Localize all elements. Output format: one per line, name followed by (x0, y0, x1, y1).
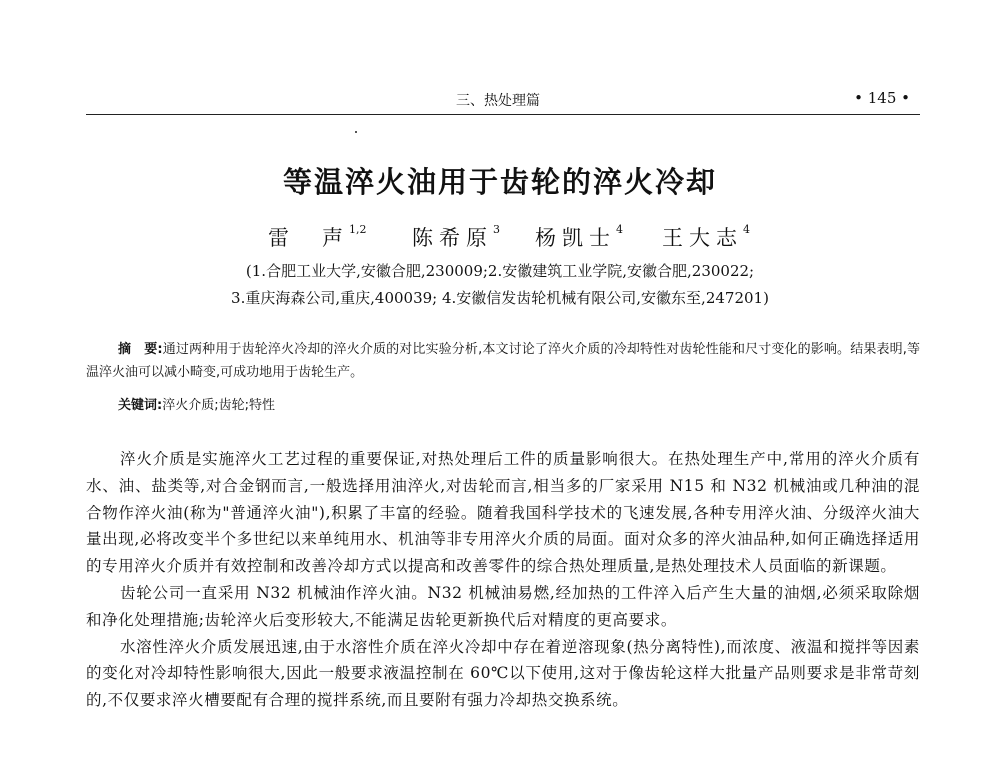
paragraph-1: 淬火介质是实施淬火工艺过程的重要保证,对热处理后工件的质量影响很大。在热处理生产中,常用的淬火介质有水、油、盐类等,对合金钢而言,一般选择用油淬火,对齿轮而言,相当多的厂家采用 N15 和 N32 机械油或几种油的混合物作淬火油(称为"普通淬火油"),积累了丰富的经验。随着我国科学技术的飞速发展,各种专用淬火油、分级淬火油大量出现,必将改变半个多世纪以来单纯用水、机油等非专用淬火介质的局面。面对众多的淬火油品种,如何正确选择适用的专用淬火介质并有效控制和改善冷却方式以提高和改善零件的综合热处理质量,是热处理技术人员面临的新课题。 (86, 450, 920, 576)
affiliation-line-2: 3.重庆海森公司,重庆,400039; 4.安徽信发齿轮机械有限公司,安徽东至,247201) (231, 289, 769, 307)
author-1 (268, 222, 367, 252)
running-head (86, 90, 920, 115)
author-line (0, 222, 1000, 252)
page-number: • 145 • (854, 89, 910, 107)
affiliation-line-1: (1.合肥工业大学,安徽合肥,230009;2.安徽建筑工业学院,安徽合肥,230022; (245, 262, 755, 280)
scan-speck (355, 131, 357, 133)
author-4 (662, 222, 750, 252)
author-affil-mark: 1,2 (349, 223, 367, 236)
keywords (118, 394, 275, 413)
keywords-text: 淬火介质;齿轮;特性 (162, 398, 275, 413)
keywords-label: 关键词: (118, 398, 163, 413)
article-title: 等温淬火油用于齿轮的淬火冷却 (282, 165, 717, 199)
section-title: 三、热处理篇 (456, 93, 540, 109)
author-3 (535, 222, 623, 252)
paragraph-3: 水溶性淬火介质发展迅速,由于水溶性介质在淬火冷却中存在着逆溶现象(热分离特性),而浓度、液温和搅拌等因素的变化对冷却特性影响很大,因此一般要求液温控制在 60℃以下使用,这对于像齿轮这样大批量产品则要求是非常苛刻的,不仅要求淬火槽要配有合理的搅拌系统,而且要附有强力冷却热交换系统。 (86, 637, 920, 710)
author-affil-mark: 4 (743, 223, 750, 236)
abstract-text: 通过两种用于齿轮淬火冷却的淬火介质的对比实验分析,本文讨论了淬火介质的冷却特性对齿轮性能和尺寸变化的影响。结果表明,等温淬火油可以减小畸变,可成功地用于齿轮生产。 (86, 342, 921, 380)
author-affil-mark: 4 (616, 223, 623, 236)
author-2 (412, 222, 500, 252)
author-affil-mark: 3 (493, 223, 500, 236)
abstract-label: 摘 要: (118, 342, 163, 357)
author-name: 杨凯士 (535, 226, 616, 250)
author-name: 王大志 (662, 226, 743, 250)
author-name: 陈希原 (412, 226, 493, 250)
author-name: 雷 声 (268, 226, 349, 250)
abstract (86, 338, 920, 384)
body-text (86, 446, 920, 714)
paragraph-2: 齿轮公司一直采用 N32 机械油作淬火油。N32 机械油易燃,经加热的工件淬入后产生大量的油烟,必须采取除烟和净化处理措施;齿轮淬火后变形较大,不能满足齿轮更新换代后对精度的更高要求。 (86, 583, 920, 629)
